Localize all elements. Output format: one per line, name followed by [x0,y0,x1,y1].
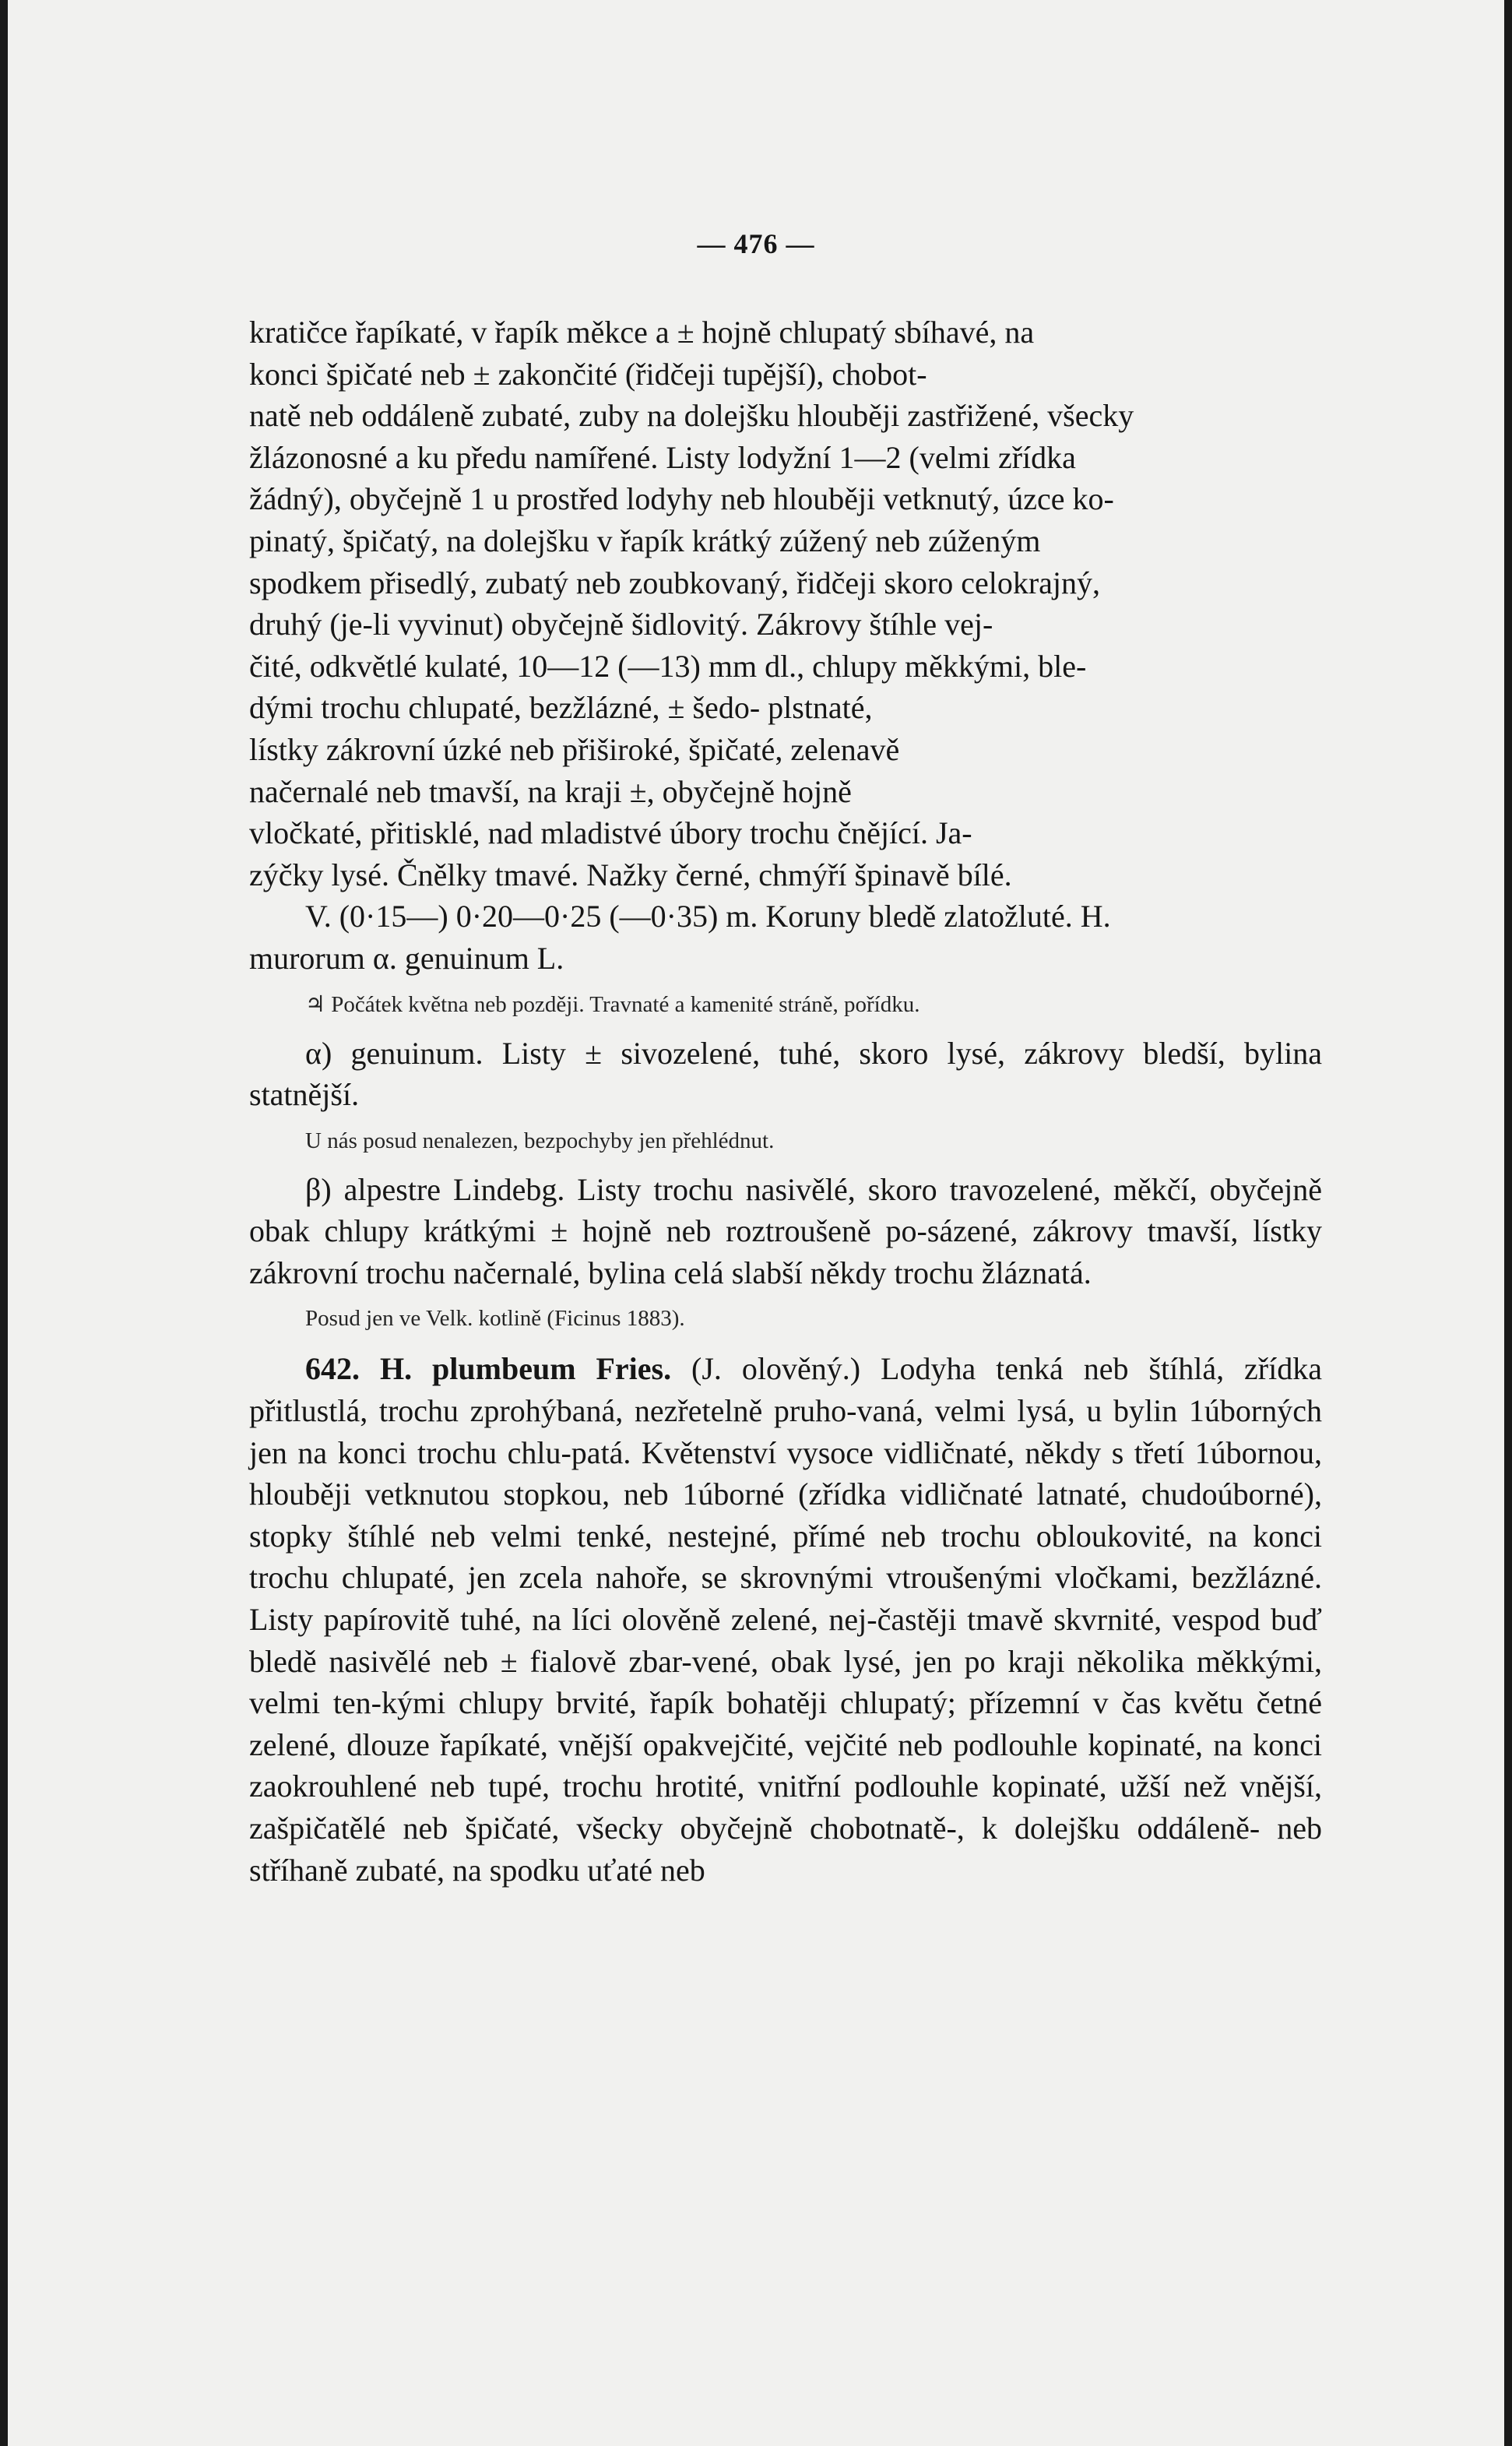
species-description: (J. olověný.) Lodyha tenká neb štíhlá, zřídka přitlustlá, trochu zprohýbaná, nezřetelně pruho-vaná, velmi lysá, u bylin 1úborných jen na konci trochu chlu-patá. Květenství vysoce vidličnaté, někdy s třetí 1úbornou, hlouběji vetknutou stopkou, neb 1úborné (zřídka vidličnaté latnaté, chudoúborné), stopky štíhlé neb velmi tenké, nestejné, přímé neb trochu obloukovité, na konci trochu chlupaté, jen zcela nahoře, se skrovnými vtroušenými vločkami, bezžlázné. Listy papírovitě tuhé, na líci olověně zelené, nej-častěji tmavě skvrnité, vespod buď bledě nasivělé neb ± fialově zbar-vené, obak lysé, jen po kraji několika měkkými, velmi ten-kými chlupy brvité, řapík bohatěji chlupatý; přízemní v čas květu četné zelené, dlouze řapíkaté, vnější opakvejčité, vejčité neb podlouhle kopinaté, na konci zaokrouhlené neb tupé, trochu hrotité, vnitřní podlouhle kopinaté, užší než vnější, zašpičatělé neb špičaté, všecky obyčejně chobotnatě-, k dolejšku oddáleně- neb stříhaně zubaté, na spodku uťaté neb [249,1351,1322,1888]
description-block [249,311,1322,1891]
locality-note: Posud jen ve Velk. kotlině (Ficinus 1883). [305,1306,685,1332]
scan-border-left [0,0,8,2446]
text-line: pinatý, špičatý, na dolejšku v řapík krátký zúžený neb zúženým [249,523,1041,558]
text-line: druhý (je-li vyvinut) obyčejně šidlovitý. Zákrovy štíhle vej- [249,607,993,642]
text-line: zýčky lysé. Čnělky tmavé. Nažky černé, chmýří špinavě bílé. [249,857,1012,892]
text-line: konci špičaté neb ± zakončité (řidčeji tupější), chobot- [249,356,927,392]
page-number: — 476 — [697,228,815,259]
variety-beta: β) alpestre Lindebg. Listy trochu nasivělé, skoro travozelené, měkčí, obyčejně obak chlupy krátkými ± hojně neb roztroušeně po-sázené, zákrovy tmavší, lístky zákrovní trochu načernalé, bylina celá slabší někdy trochu žláznatá. [249,1171,1322,1290]
text-line: V. (0·15—) 0·20—0·25 (—0·35) m. Koruny bledě zlatožluté. H. [305,899,1111,934]
species-paragraph [249,1348,1322,1891]
text-line: lístky zákrovní úzké neb přiširoké, špičaté, zelenavě [249,731,900,767]
text-line: murorum α. genuinum L. [249,940,564,976]
distribution-note: U nás posud nenalezen, bezpochyby jen přehlédnut. [305,1128,775,1153]
variety-alpha: α) genuinum. Listy ± sivozelené, tuhé, skoro lysé, zákrovy bledší, bylina statnější. [249,1035,1322,1113]
text-line: vločkaté, přitisklé, nad mladistvé úbory trochu čnějící. Ja- [249,815,972,851]
text-line: žádný), obyčejně 1 u prostřed lodyhy neb hlouběji vetknutý, úzce ko- [249,481,1114,517]
text-line: spodkem přisedlý, zubatý neb zoubkovaný, řidčeji skoro celokrajný, [249,565,1101,600]
text-line: kratičce řapíkaté, v řapík měkce a ± hojně chlupatý sbíhavé, na [249,315,1035,350]
text-line: dými trochu chlupaté, bezžlázné, ± šedo- plstnaté, [249,690,873,726]
text-line: čité, odkvětlé kulaté, 10—12 (—13) mm dl., chlupy měkkými, ble- [249,648,1087,684]
species-heading: 642. H. plumbeum Fries. [305,1351,672,1387]
text-line: žlázonosné a ku předu namířené. Listy lodyžní 1—2 (velmi zřídka [249,439,1076,475]
text-line: načernalé neb tmavší, na kraji ±, obyčejně hojně [249,773,852,809]
text-line: natě neb oddáleně zubaté, zuby na dolejšku hlouběji zastřižené, všecky [249,398,1134,434]
habitat-note: ♃ Počátek května neb později. Travnaté a kamenité stráně, pořídku. [305,991,920,1017]
scan-border-right [1504,0,1512,2446]
